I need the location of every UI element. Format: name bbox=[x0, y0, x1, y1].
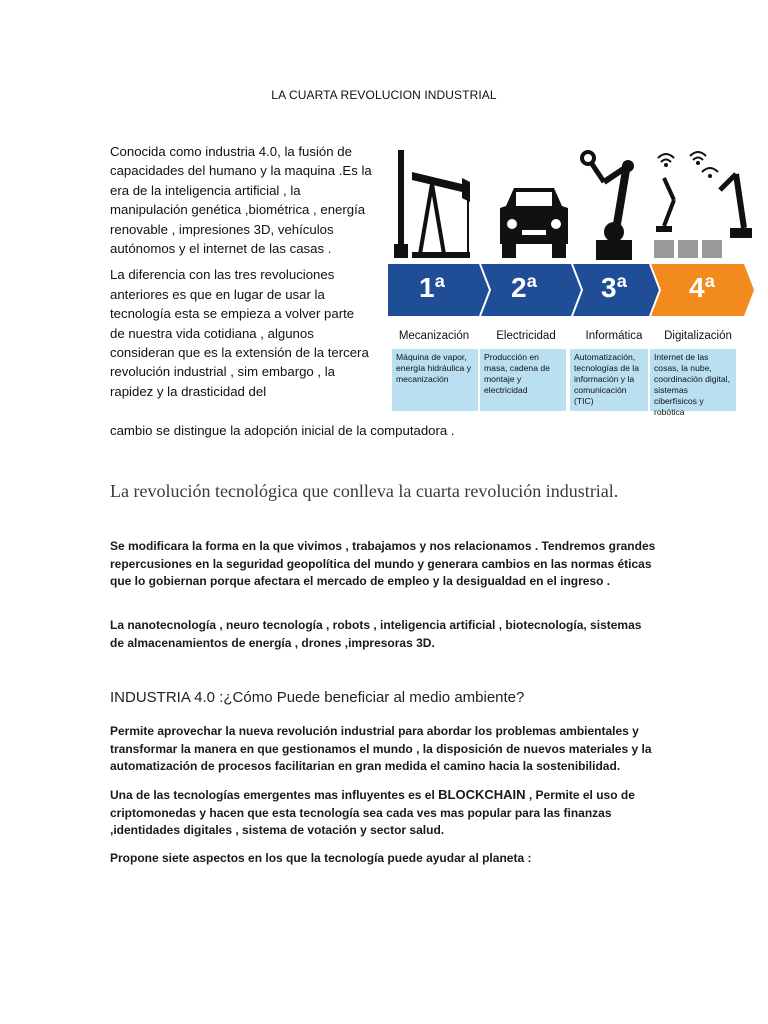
intro-paragraph-1: Conocida como industria 4.0, la fusión de capacidades del humano y la maquina .Es la era de la inteligencia artificial , la manipulación genética ,biométrica , energía renovable , impresiones 3D, vehículos autónomos y el internet de las casas . bbox=[110, 144, 372, 257]
oil-pump-icon bbox=[392, 144, 472, 262]
intro-text bbox=[110, 142, 372, 408]
industrial-revolutions-infographic bbox=[388, 144, 754, 417]
section-heading: La revolución tecnológica que conlleva la cuarta revolución industrial. bbox=[110, 481, 619, 501]
blockchain-text-before: Una de las tecnologías emergentes mas influyentes es el bbox=[110, 788, 439, 802]
intro-paragraph-2: La diferencia con las tres revoluciones anteriores es que en lugar de usar la tecnología esta se empieza a volver parte de nuestra vida cotidiana , algunos consideran que es la extensión de la tercera revolución industrial , sim embargo , la rapidez y la drasticidad del bbox=[110, 267, 369, 399]
section2-paragraph-3: Propone siete aspectos en los que la tecnología puede ayudar al planeta : bbox=[110, 851, 532, 865]
page-title: LA CUARTA REVOLUCION INDUSTRIAL bbox=[271, 88, 497, 102]
stage-description: Internet de las cosas, la nube, coordinación digital, sistemas ciberfísicos y robótica bbox=[650, 349, 736, 411]
stage-label: Digitalización bbox=[664, 330, 732, 342]
blockchain-keyword: BLOCKCHAIN bbox=[438, 787, 526, 802]
car-icon bbox=[496, 184, 572, 262]
stage-description: Automatización, tecnologías de la información y la comunicación (TIC) bbox=[570, 349, 648, 411]
connected-robots-icon bbox=[650, 148, 754, 262]
section2-paragraph-1: Permite aprovechar la nueva revolución industrial para abordar los problemas ambientales y transformar la manera en que gestionamos el mundo , la disposición de nuevos materiales y la automatización de procesos facilitarian en gran medida el camino hacia la sostenibilidad. bbox=[110, 724, 652, 774]
robot-arm-icon bbox=[576, 148, 636, 262]
stage-number: 1ª bbox=[419, 272, 445, 303]
stage-number: 3ª bbox=[601, 272, 627, 303]
subsection-heading: INDUSTRIA 4.0 :¿Cómo Puede beneficiar al medio ambiente? bbox=[110, 689, 525, 706]
stage-label: Informática bbox=[585, 330, 643, 342]
stage-label: Electricidad bbox=[496, 330, 556, 342]
stage-number: 4ª bbox=[689, 272, 715, 303]
section1-paragraph-2: La nanotecnología , neuro tecnología , robots , inteligencia artificial , biotecnología, sistemas de almacenamientos de energía , drones ,impresoras 3D. bbox=[110, 618, 642, 650]
stage-description: Máquina de vapor, energía hidráulica y mecanización bbox=[392, 349, 478, 411]
section1-paragraph-1: Se modificara la forma en la que vivimos , trabajamos y nos relacionamos . Tendremos grandes repercusiones en la seguridad geopolítica del mundo y generara cambios en las normas éticas que lo gobiernan porque afectara el mercado de empleo y la desigualdad en el ingreso . bbox=[110, 539, 656, 589]
blockchain-text-after: , Permite el uso de criptomonedas y hacen que esta tecnología sea cada ves mas popular para las finanzas ,identidades digitales , sistema de votación y sector salud. bbox=[110, 788, 635, 838]
stage-label: Mecanización bbox=[398, 330, 470, 342]
stage-number: 2ª bbox=[511, 272, 537, 303]
intro-paragraph-2-end: cambio se distingue la adopción inicial de la computadora . bbox=[110, 423, 455, 438]
stage-description: Producción en masa, cadena de montaje y electricidad bbox=[480, 349, 566, 411]
section2-paragraph-2 bbox=[110, 786, 658, 840]
